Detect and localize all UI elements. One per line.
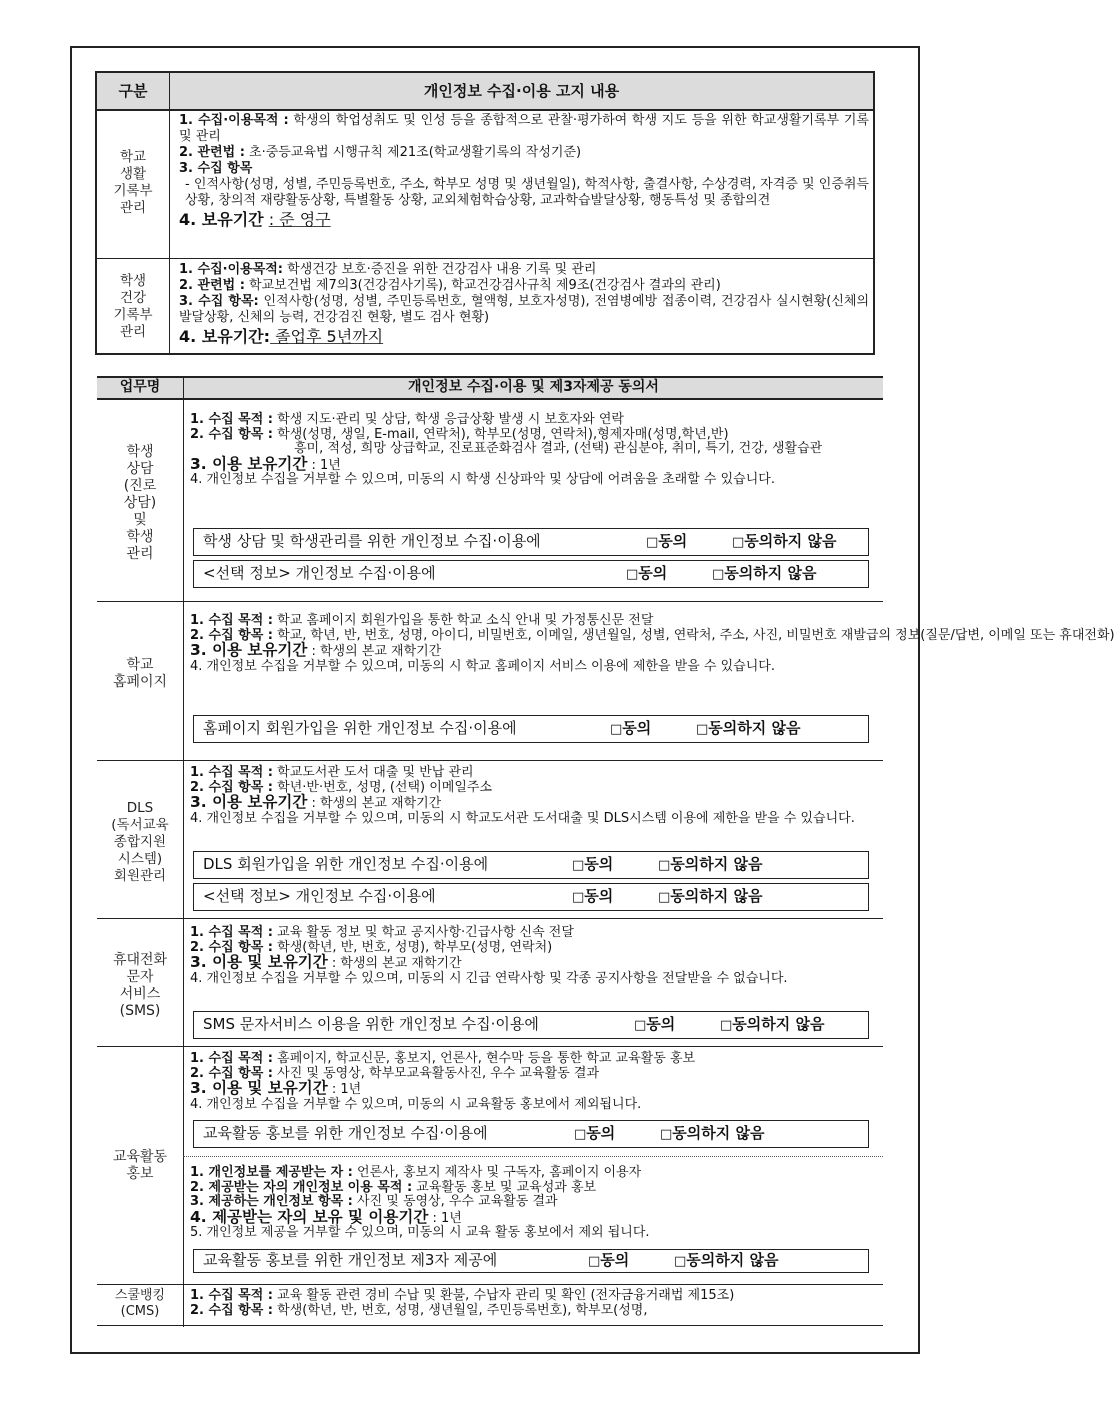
checkbox-icon: □ [588,1254,601,1269]
section-label-counseling: 학생 상담 (진로 상담) 및 학생 관리 [123,444,157,562]
line-title: 3. 제공하는 개인정보 항목 : [190,1194,353,1209]
line-text: 사진 및 동영상, 학부모교육활동사진, 우수 교육활동 결과 [273,1065,600,1081]
line-text: 교육 활동 정보 및 학교 공지사항·긴급사항 신속 전달 [273,925,574,940]
section-label-dls: DLS (독서교육 종합지원 시스템) 회원관리 [111,800,169,884]
header-category: 구분 [118,82,148,100]
line-text: 학교 홈페이지 회원가입을 통한 학교 소식 안내 및 가정통신문 전달 [273,613,654,628]
line-title: 4. [190,472,203,487]
consent-box-promotion-third-party [193,1249,869,1273]
line-title: 2. 수집 항목 : [190,779,273,795]
consent-question: SMS 문자서비스 이용을 위한 개인정보 수집·이용에 [203,1015,539,1033]
row-label-health-record: 학생 건강 기록부 관리 [113,273,153,340]
section-label-homepage: 학교 홈페이지 [112,657,168,690]
disagree-label: 동의하지 않음 [732,1015,825,1033]
item-title: 2. 관련법 : [179,145,245,160]
line-text: 학년·반·번호, 성명, (선택) 이메일주소 [273,779,493,795]
agree-checkbox[interactable] [588,1250,629,1272]
line-text: 학교, 학년, 반, 번호, 성명, 아이디, 비밀번호, 이메일, 생년월일, 성별, 연락처, 주소, 사진, 비밀번호 재발급의 정보(질문/답변, 이메일 또는 휴대전화) [273,627,1115,643]
item-text: 학교보건법 제7의3(건강검사기록), 학교건강검사규칙 제9조(건강검사 결과의 관리) [244,278,721,293]
checkbox-icon: □ [696,722,709,737]
item-title: 3. 수집 항목: [179,294,259,309]
header-task: 업무명 [119,379,161,395]
health-record-content [179,262,869,347]
line-text: 언론사, 홍보지 제작사 및 구독자, 홈페이지 이용자 [352,1165,642,1180]
line-text: 학생 지도·관리 및 상담, 학생 응급상황 발생 시 보호자와 연락 [273,412,624,427]
line-title: 4. [190,1096,203,1112]
line-title: 2. 수집 항목 : [190,426,273,442]
checkbox-icon: □ [658,890,671,905]
consent-box-counseling-optional [193,560,869,588]
line-text: : 1년 [428,1210,462,1226]
agree-checkbox[interactable] [626,561,667,587]
line-title: 4. [190,970,203,986]
disagree-checkbox[interactable] [674,1250,778,1272]
retention-title: 4. 보유기간: [179,327,271,346]
agree-checkbox[interactable] [634,1012,675,1038]
line-text: 개인정보 수집을 거부할 수 있으며, 미동의 시 학생 신상파악 및 상담에 어려움을 초래할 수 있습니다. [202,472,775,487]
agree-label: 동의 [600,1251,630,1269]
consent-question: 학생 상담 및 학생관리를 위한 개인정보 수집·이용에 [203,532,541,550]
disagree-label: 동의하지 않음 [724,564,817,582]
sms-content [190,926,878,986]
line-title: 3. 이용 보유기간 [190,641,308,659]
line-title: 4. [190,658,203,674]
checkbox-icon: □ [572,890,585,905]
line-text: : 1년 [327,1082,362,1097]
item-text: - 인적사항(성명, 성별, 주민등록번호, 주소, 학부모 성명 및 생년월일), 학적사항, 출결사항, 수상경력, 자격증 및 인증취득상황, 창의적 재량활동상황, 특별활동 상황, 교외체험학습상황, 교과학습발달상황, 행동특성 및 종합의견 [185,177,869,208]
disagree-label: 동의하지 않음 [670,855,763,873]
line-title: 2. 제공받는 자의 개인정보 이용 목적 : [190,1179,413,1195]
item-text: 학생건강 보호·증진을 위한 건강검사 내용 기록 및 관리 [283,262,597,277]
consent-table [97,376,1115,1327]
disagree-label: 동의하지 않음 [708,719,801,737]
disagree-checkbox[interactable] [696,716,800,742]
item-title: 2. 관련법 : [179,278,245,293]
header-consent-content: 개인정보 수집·이용 및 제3자제공 동의서 [408,379,659,395]
item-title: 1. 수집·이용목적 : [179,113,289,128]
promotion-third-party-content [190,1166,878,1241]
line-text: 개인정보 수집을 거부할 수 있으며, 미동의 시 교육활동 홍보에서 제외됩니다. [202,1096,642,1112]
agree-checkbox[interactable] [646,529,687,555]
line-text: 학생(성명, 생일, E-mail, 연락처), 학부모(성명, 연락처),형제자매(성명,학년,반) [273,426,729,442]
line-text: : 학생의 본교 재학기간 [307,796,442,811]
line-title: 1. 수집 목적 : [190,925,273,940]
retention-value: 졸업후 5년까지 [270,327,384,346]
consent-box-sms [193,1011,869,1039]
agree-label: 동의 [622,719,652,737]
disagree-checkbox[interactable] [732,529,836,555]
checkbox-icon: □ [712,567,725,582]
checkbox-icon: □ [674,1254,687,1269]
retention-title: 4. 보유기간 [179,210,264,229]
disagree-checkbox[interactable] [712,561,816,587]
line-title: 1. 개인정보를 제공받는 자 : [190,1165,353,1180]
disagree-label: 동의하지 않음 [670,887,763,905]
counseling-content [190,413,878,488]
line-title: 1. 수집 목적 : [190,765,273,780]
header-notice-content: 개인정보 수집·이용 고지 내용 [423,82,620,100]
agree-label: 동의 [638,564,668,582]
line-text: 교육활동 홍보 및 교육성과 홍보 [412,1179,597,1195]
promotion-content [190,1052,878,1112]
line-text: : 1년 [307,457,341,473]
line-text: 개인정보 수집을 거부할 수 있으며, 미동의 시 학교 홈페이지 서비스 이용에 제한을 받을 수 있습니다. [202,658,775,674]
line-text: 개인정보 수집을 거부할 수 있으며, 미동의 시 학교도서관 도서대출 및 DLS시스템 이용에 제한을 받을 수 있습니다. [202,810,855,826]
line-text: 홈페이지, 학교신문, 홍보지, 언론사, 현수막 등을 통한 학교 교육활동 홍보 [273,1051,696,1066]
agree-checkbox[interactable] [610,716,651,742]
school-banking-content [190,1289,878,1318]
disagree-checkbox[interactable] [660,1121,764,1147]
consent-box-dls [193,851,869,879]
line-title: 5. [190,1225,203,1240]
disagree-label: 동의하지 않음 [744,532,837,550]
agree-label: 동의 [584,887,614,905]
disagree-checkbox[interactable] [720,1012,824,1038]
line-text: 학생(학년, 반, 번호, 성명, 생년월일, 주민등록번호), 학부모(성명, [273,1302,648,1318]
checkbox-icon: □ [658,858,671,873]
consent-box-homepage [193,715,869,743]
consent-question: DLS 회원가입을 위한 개인정보 수집·이용에 [203,855,489,873]
checkbox-icon: □ [574,1127,587,1142]
line-title: 4. [190,810,203,826]
row-label-school-record: 학교 생활 기록부 관리 [113,149,153,216]
dls-content [190,766,878,826]
consent-question: 홈페이지 회원가입을 위한 개인정보 수집·이용에 [203,719,517,737]
consent-question: <선택 정보> 개인정보 수집·이용에 [203,887,436,905]
agree-checkbox[interactable] [574,1121,615,1147]
section-label-promotion: 교육활동 홍보 [112,1149,168,1182]
item-title: 1. 수집·이용목적: [179,262,283,277]
line-text: : 학생의 본교 재학기간 [307,644,442,659]
line-text: 개인정보 제공을 거부할 수 있으며, 미동의 시 교육 활동 홍보에서 제외 됩니다. [202,1225,650,1240]
checkbox-icon: □ [720,1018,733,1033]
checkbox-icon: □ [572,858,585,873]
checkbox-icon: □ [660,1127,673,1142]
checkbox-icon: □ [634,1018,647,1033]
checkbox-icon: □ [626,567,639,582]
line-text: 흥미, 적성, 희망 상급학교, 진로표준화검사 결과, (선택) 관심분야, 취미, 특기, 건강, 생활습관 [294,441,823,456]
checkbox-icon: □ [610,722,623,737]
line-text: 사진 및 동영상, 우수 교육활동 결과 [352,1194,558,1209]
line-title: 2. 수집 항목 : [190,627,273,643]
agree-label: 동의 [658,532,688,550]
line-title: 1. 수집 목적 : [190,613,273,628]
item-text: 초·중등교육법 시행규칙 제21조(학교생활기록의 작성기준) [244,145,582,160]
line-title: 3. 이용 보유기간 [190,793,308,811]
notice-table [95,71,875,355]
disagree-checkbox[interactable] [658,852,762,878]
school-record-content [179,113,869,230]
consent-question: 교육활동 홍보를 위한 개인정보 수집·이용에 [203,1124,488,1142]
line-text: 학생(학년, 반, 번호, 성명), 학부모(성명, 연락처) [273,939,553,955]
line-title: 2. 수집 항목 : [190,1302,273,1318]
line-title: 1. 수집 목적 : [190,1051,273,1066]
line-title: 2. 수집 항목 : [190,1065,273,1081]
line-title: 3. 이용 및 보유기간 [190,1079,328,1097]
line-title: 2. 수집 항목 : [190,939,273,955]
item-title: 3. 수집 항목 [179,161,253,176]
disagree-label: 동의하지 않음 [672,1124,765,1142]
agree-label: 동의 [646,1015,676,1033]
agree-checkbox[interactable] [572,884,613,910]
line-title: 3. 이용 및 보유기간 [190,953,328,971]
section-label-school-banking: 스쿨뱅킹 (CMS) [114,1288,166,1319]
agree-label: 동의 [584,855,614,873]
retention-value: : 준 영구 [268,210,331,229]
line-text: 교육 활동 관련 경비 수납 및 환불, 수납자 관리 및 확인 (전자금융거래법 제15조) [273,1288,735,1303]
checkbox-icon: □ [646,535,659,550]
line-text: 개인정보 수집을 거부할 수 있으며, 미동의 시 긴급 연락사항 및 각종 공지사항을 전달받을 수 없습니다. [202,970,788,986]
consent-box-dls-optional [193,883,869,911]
agree-label: 동의 [586,1124,616,1142]
homepage-content [190,613,1115,674]
item-text: 학생의 학업성취도 및 인성 등을 종합적으로 관찰·평가하여 학생 지도 등을 위한 학교생활기록부 기록 및 관리 [179,113,869,144]
line-text: 학교도서관 도서 대출 및 반납 관리 [273,765,474,780]
checkbox-icon: □ [732,535,745,550]
line-title: 4. 제공받는 자의 보유 및 이용기간 [190,1207,429,1226]
line-text: : 학생의 본교 재학기간 [327,956,462,971]
agree-checkbox[interactable] [572,852,613,878]
item-text: 인적사항(성명, 성별, 주민등록번호, 혈액형, 보호자성명), 전염병예방 접종이력, 건강검사 실시현황(신체의 발달상황, 신체의 능력, 건강검진 현황, 별도 검사 현황) [179,294,870,325]
disagree-checkbox[interactable] [658,884,762,910]
section-label-sms: 휴대전화 문자 서비스 (SMS) [112,952,168,1019]
disagree-label: 동의하지 않음 [686,1251,779,1269]
consent-box-promotion [193,1120,869,1148]
line-title: 1. 수집 목적 : [190,1288,273,1303]
line-title: 3. 이용 보유기간 [190,454,308,473]
consent-question: <선택 정보> 개인정보 수집·이용에 [203,564,436,582]
consent-question: 교육활동 홍보를 위한 개인정보 제3자 제공에 [203,1251,498,1269]
line-title: 1. 수집 목적 : [190,412,273,427]
consent-box-counseling [193,528,869,556]
